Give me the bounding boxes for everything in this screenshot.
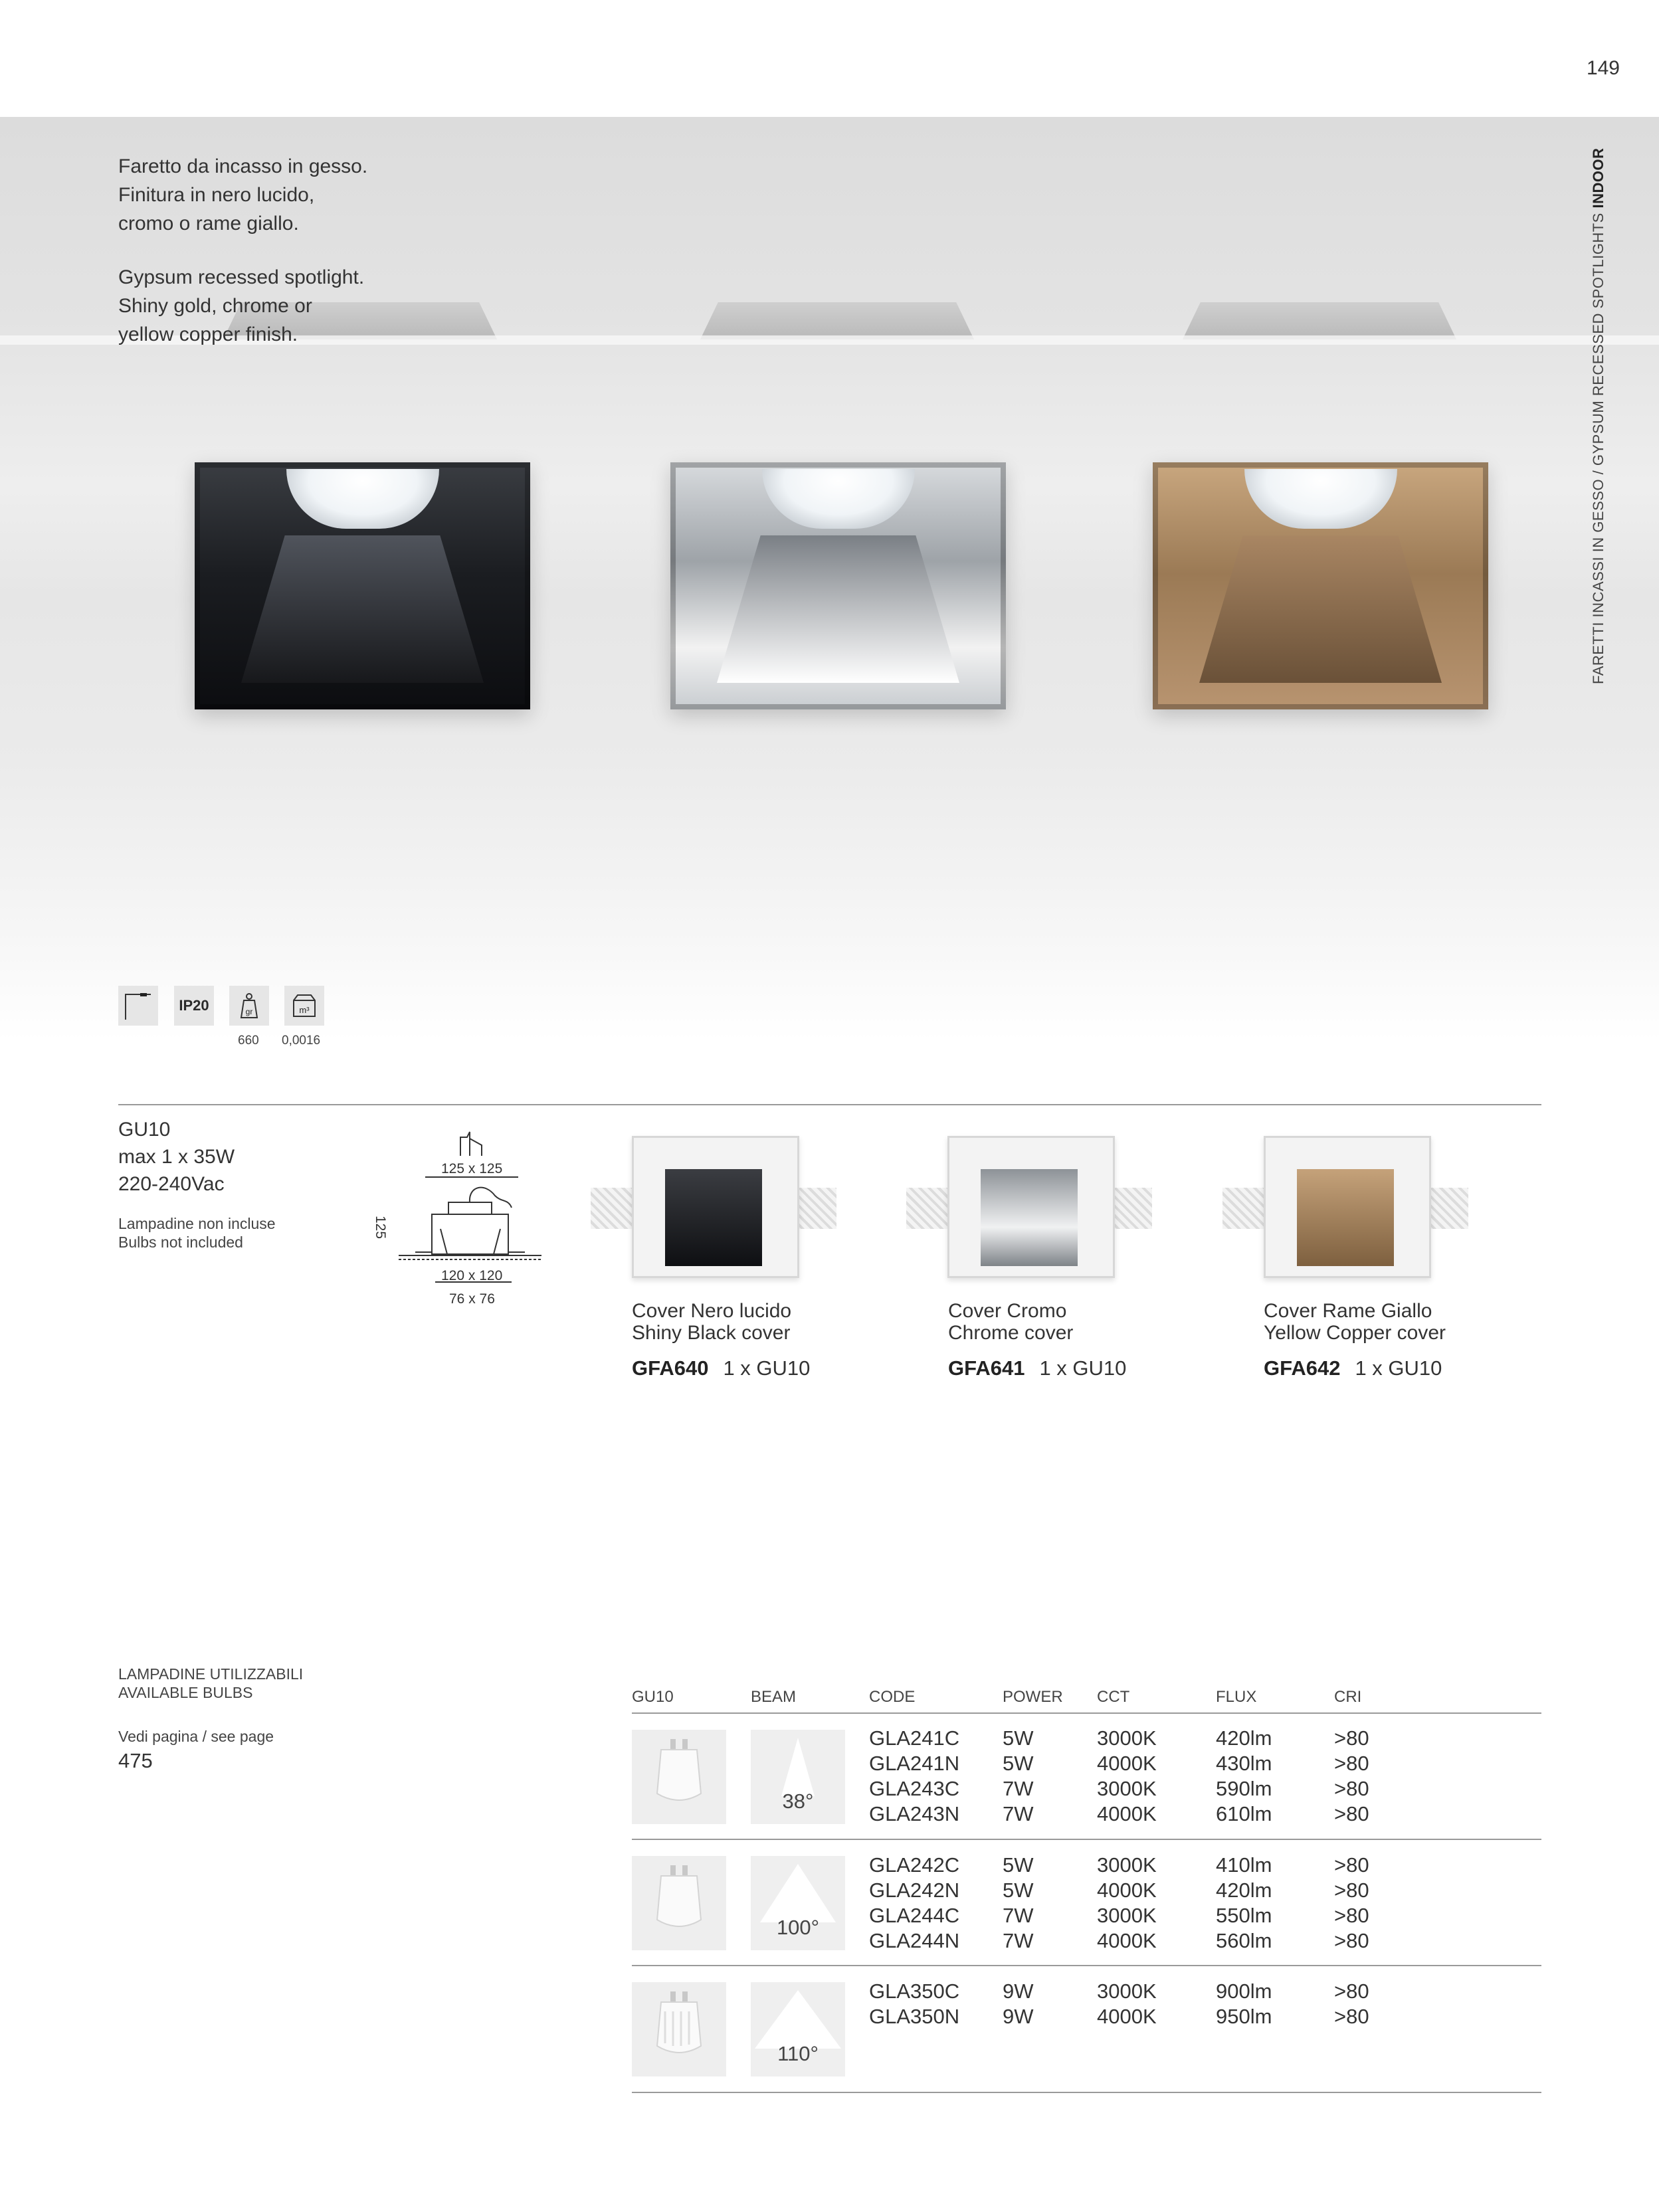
beam-diagram-38: 38° xyxy=(751,1730,845,1824)
product-caption-black: Cover Nero lucido Shiny Black cover xyxy=(632,1300,792,1344)
header-gu10: GU10 xyxy=(632,1688,674,1706)
intro-italian: Faretto da incasso in gesso. Finitura in nero lucido, cromo o rame giallo. xyxy=(118,155,368,234)
dim-bottom-outer: 120 x 120 xyxy=(441,1268,503,1283)
header-cct: CCT xyxy=(1097,1688,1130,1706)
plaster-housing-2 xyxy=(688,302,986,339)
see-page-label: Vedi pagina / see page xyxy=(118,1728,274,1745)
flux-group-100: 410lm 420lm 550lm 560lm xyxy=(1216,1853,1272,1952)
flux-group-110: 900lm 950lm xyxy=(1216,1980,1272,2028)
ip20-icon: IP20 xyxy=(174,986,214,1026)
bulb-image-110 xyxy=(632,1982,726,2076)
product-caption-chrome: Cover Cromo Chrome cover xyxy=(948,1300,1074,1344)
dim-bottom-inner: 76 x 76 xyxy=(449,1291,495,1307)
see-page-number: 475 xyxy=(118,1749,153,1772)
svg-text:gr: gr xyxy=(245,1007,253,1016)
weight-value: 660 xyxy=(238,1034,259,1048)
product-image-chrome xyxy=(906,1129,1152,1275)
side-category-label: FARETTI INCASSI IN GESSO / GYPSUM RECESSED SPOTLIGHTS INDOOR xyxy=(1590,147,1607,684)
cri-group-38: >80 >80 >80 >80 xyxy=(1334,1726,1369,1825)
bulbs-title: LAMPADINE UTILIZZABILI AVAILABLE BULBS xyxy=(118,1665,304,1701)
group-rule-1 xyxy=(632,1839,1541,1840)
header-code: CODE xyxy=(869,1688,916,1706)
product-image-black xyxy=(591,1129,836,1275)
svg-text:m³: m³ xyxy=(299,1005,310,1015)
table-header-rule xyxy=(632,1712,1541,1714)
volume-icon xyxy=(284,986,324,1026)
header-flux: FLUX xyxy=(1216,1688,1257,1706)
ceiling-mount-icon xyxy=(118,986,158,1026)
codes-group-110: GLA350C GLA350N xyxy=(869,1980,960,2028)
bulb-image-38 xyxy=(632,1730,726,1824)
bulbs-note: Lampadine non incluse Bulbs not included xyxy=(118,1215,276,1251)
flux-group-38: 420lm 430lm 590lm 610lm xyxy=(1216,1726,1272,1825)
cri-group-110: >80 >80 xyxy=(1334,1980,1369,2028)
intro-english: Gypsum recessed spotlight. Shiny gold, chrome or yellow copper finish. xyxy=(118,266,365,345)
spotlight-chrome xyxy=(670,462,1006,709)
volume-value: 0,0016 xyxy=(282,1034,321,1048)
beam-diagram-100: 100° xyxy=(751,1856,845,1950)
section-divider xyxy=(118,1104,1541,1105)
technical-spec: GU10 max 1 x 35W 220-240Vac xyxy=(118,1119,235,1195)
product-image-copper xyxy=(1222,1129,1468,1275)
header-beam: BEAM xyxy=(751,1688,797,1706)
bulb-image-100 xyxy=(632,1856,726,1950)
header-power: POWER xyxy=(1003,1688,1063,1706)
header-cri: CRI xyxy=(1334,1688,1362,1706)
group-rule-3 xyxy=(632,2092,1541,2093)
product-code-copper: GFA642 1 x GU10 xyxy=(1264,1356,1442,1380)
power-group-110: 9W 9W xyxy=(1003,1980,1034,2028)
cct-group-38: 3000K 4000K 3000K 4000K xyxy=(1097,1726,1157,1825)
spotlight-black xyxy=(195,462,530,709)
product-caption-copper: Cover Rame Giallo Yellow Copper cover xyxy=(1264,1300,1446,1344)
power-group-100: 5W 5W 7W 7W xyxy=(1003,1853,1034,1952)
weight-icon xyxy=(229,986,269,1026)
cri-group-100: >80 >80 >80 >80 xyxy=(1334,1853,1369,1952)
cct-group-110: 3000K 4000K xyxy=(1097,1980,1157,2028)
dim-top: 125 x 125 xyxy=(441,1161,503,1176)
power-group-38: 5W 5W 7W 7W xyxy=(1003,1726,1034,1825)
product-code-black: GFA640 1 x GU10 xyxy=(632,1356,811,1380)
plaster-housing-3 xyxy=(1171,302,1468,339)
dim-height: 125 xyxy=(373,1216,388,1240)
cct-group-100: 3000K 4000K 3000K 4000K xyxy=(1097,1853,1157,1952)
group-rule-2 xyxy=(632,1965,1541,1966)
codes-group-100: GLA242C GLA242N GLA244C GLA244N xyxy=(869,1853,960,1952)
product-code-chrome: GFA641 1 x GU10 xyxy=(948,1356,1127,1380)
spotlight-copper xyxy=(1153,462,1488,709)
codes-group-38: GLA241C GLA241N GLA243C GLA243N xyxy=(869,1726,960,1825)
beam-diagram-110: 110° xyxy=(751,1982,845,2076)
page-number: 149 xyxy=(1586,57,1620,79)
